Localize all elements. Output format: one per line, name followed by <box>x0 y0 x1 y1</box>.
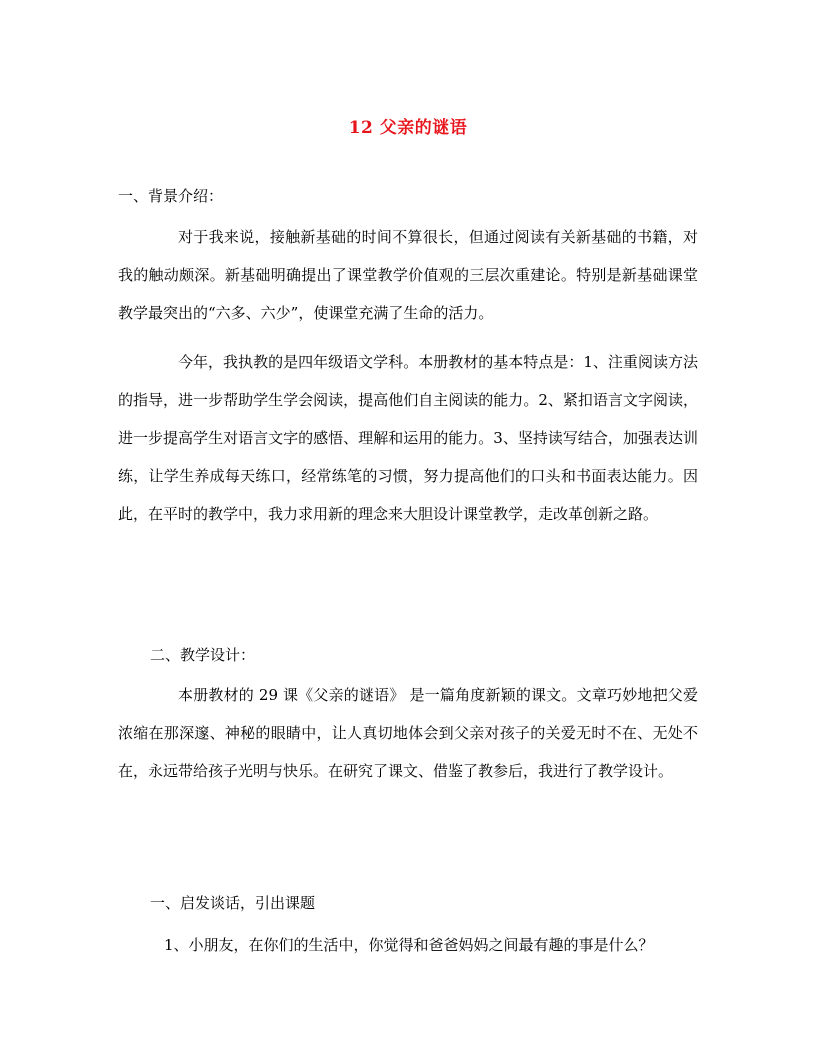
section-heading-background: 一、背景介绍： <box>118 187 224 205</box>
paragraph-design-1: 本册教材的 29 课《父亲的谜语》 是一篇角度新颖的课文。文章巧妙地把父爱浓缩在那深邃、神秘的眼睛中，让人真切地体会到父亲对孩子的关爱无时不在、无处不在，永远带给孩子光明与快乐。在研究了课文、借鉴了教参后，我进行了教学设计。 <box>118 686 698 780</box>
paragraph-background-1: 对于我来说，接触新基础的时间不算很长，但通过阅读有关新基础的书籍，对我的触动颇深。新基础明确提出了课堂教学价值观的三层次重建论。特别是新基础课堂教学最突出的“六多、六少”，使课堂充满了生命的活力。 <box>118 228 698 322</box>
paragraph-background-2: 今年，我执教的是四年级语文学科。本册教材的基本特点是：1、注重阅读方法的指导，进一步帮助学生学会阅读，提高他们自主阅读的能力。2、紧扣语言文字阅读，进一步提高学生对语言文字的感悟、理解和运用的能力。3、坚持读写结合，加强表达训练，让学生养成每天练口，经常练笔的习惯，努力提高他们的口头和书面表达能力。因此，在平时的教学中，我力求用新的理念来大胆设计课堂教学，走改革创新之路。 <box>118 353 698 523</box>
document-title: 12 父亲的谜语 <box>348 118 468 138</box>
section-heading-design: 二、教学设计： <box>150 646 256 664</box>
list-item: 1、小朋友，在你们的生活中，你觉得和爸爸妈妈之间最有趣的事是什么？ <box>164 936 654 954</box>
section-heading-intro: 一、启发谈话，引出课题 <box>150 894 316 912</box>
